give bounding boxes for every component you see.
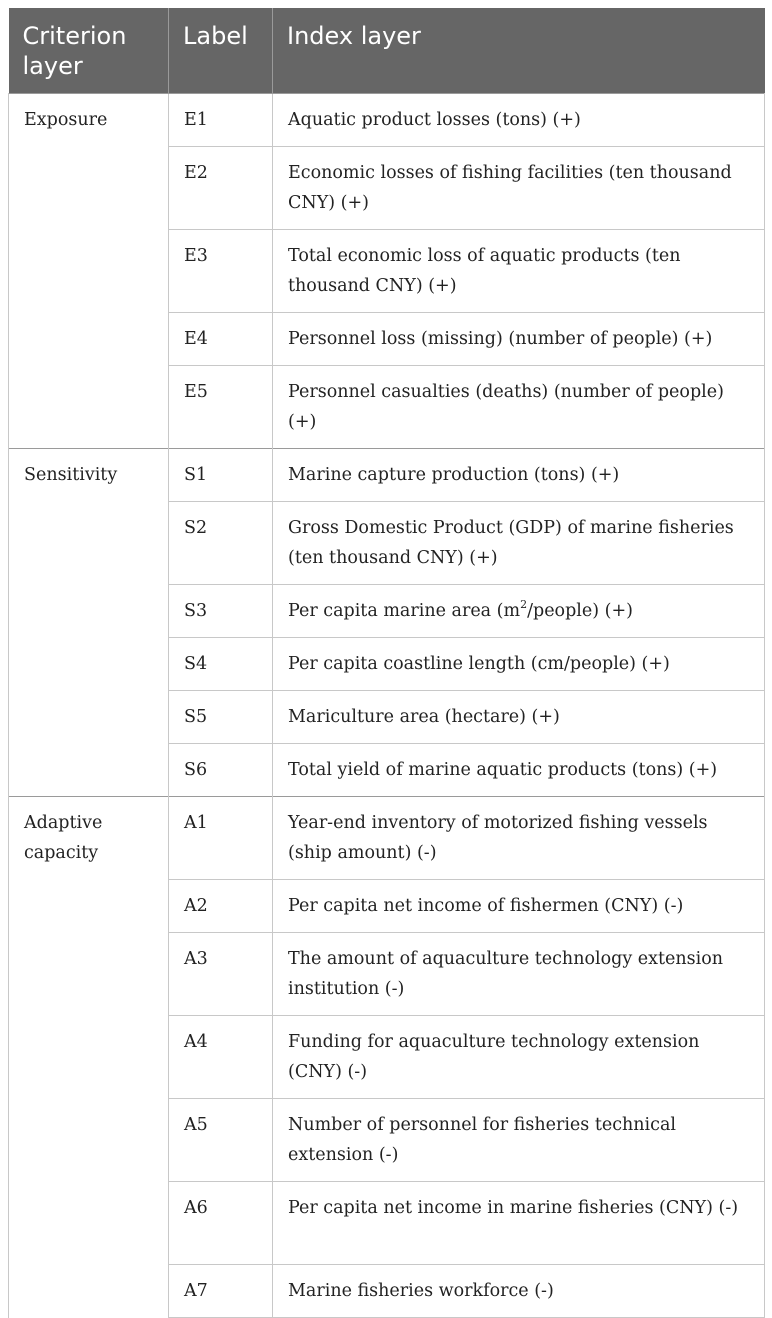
table-header — [9, 8, 765, 94]
table-row — [9, 449, 765, 502]
label-cell: S5 — [169, 691, 273, 744]
index-cell: Gross Domestic Product (GDP) of marine fisheries (ten thousand CNY) (+) — [273, 502, 765, 585]
header-criterion-layer: Criterion layer — [9, 8, 169, 94]
criterion-exposure: Exposure — [9, 94, 169, 449]
index-cell — [273, 585, 765, 638]
index-cell: Marine capture production (tons) (+) — [273, 449, 765, 502]
indicator-table — [8, 8, 765, 1318]
table-row — [9, 94, 765, 147]
label-cell: S2 — [169, 502, 273, 585]
label-cell: A4 — [169, 1016, 273, 1099]
index-cell: Marine fisheries workforce (-) — [273, 1265, 765, 1318]
index-cell: Total yield of marine aquatic products (tons) (+) — [273, 744, 765, 797]
index-cell: Year-end inventory of motorized fishing vessels (ship amount) (-) — [273, 797, 765, 880]
label-cell: A2 — [169, 880, 273, 933]
label-cell: A5 — [169, 1099, 273, 1182]
index-cell: The amount of aquaculture technology extension institution (-) — [273, 933, 765, 1016]
label-cell: E2 — [169, 147, 273, 230]
label-cell: E3 — [169, 230, 273, 313]
index-cell: Number of personnel for fisheries technical extension (-) — [273, 1099, 765, 1182]
table-row — [9, 797, 765, 880]
index-cell: Per capita coastline length (cm/people) (+) — [273, 638, 765, 691]
index-cell: Personnel loss (missing) (number of people) (+) — [273, 313, 765, 366]
index-cell: Personnel casualties (deaths) (number of people) (+) — [273, 366, 765, 449]
label-cell: E1 — [169, 94, 273, 147]
header-label: Label — [169, 8, 273, 94]
superscript-two: 2 — [520, 598, 528, 612]
label-cell: S1 — [169, 449, 273, 502]
index-cell: Per capita net income in marine fisheries (CNY) (-) — [273, 1182, 765, 1265]
label-cell: S6 — [169, 744, 273, 797]
label-cell: S4 — [169, 638, 273, 691]
index-text-post: /people) (+) — [527, 601, 633, 621]
label-cell: A7 — [169, 1265, 273, 1318]
index-cell: Funding for aquaculture technology extension (CNY) (-) — [273, 1016, 765, 1099]
label-cell: S3 — [169, 585, 273, 638]
index-cell: Per capita net income of fishermen (CNY) (-) — [273, 880, 765, 933]
label-cell: A6 — [169, 1182, 273, 1265]
index-cell: Total economic loss of aquatic products (ten thousand CNY) (+) — [273, 230, 765, 313]
criterion-sensitivity: Sensitivity — [9, 449, 169, 797]
index-cell: Economic losses of fishing facilities (ten thousand CNY) (+) — [273, 147, 765, 230]
index-cell: Aquatic product losses (tons) (+) — [273, 94, 765, 147]
index-cell: Mariculture area (hectare) (+) — [273, 691, 765, 744]
label-cell: A3 — [169, 933, 273, 1016]
label-cell: E4 — [169, 313, 273, 366]
label-cell: E5 — [169, 366, 273, 449]
table-body — [9, 94, 765, 1318]
criterion-adaptive-capacity: Adaptive capacity — [9, 797, 169, 1318]
label-cell: A1 — [169, 797, 273, 880]
header-index-layer: Index layer — [273, 8, 765, 94]
index-text-pre: Per capita marine area (m — [288, 601, 521, 621]
